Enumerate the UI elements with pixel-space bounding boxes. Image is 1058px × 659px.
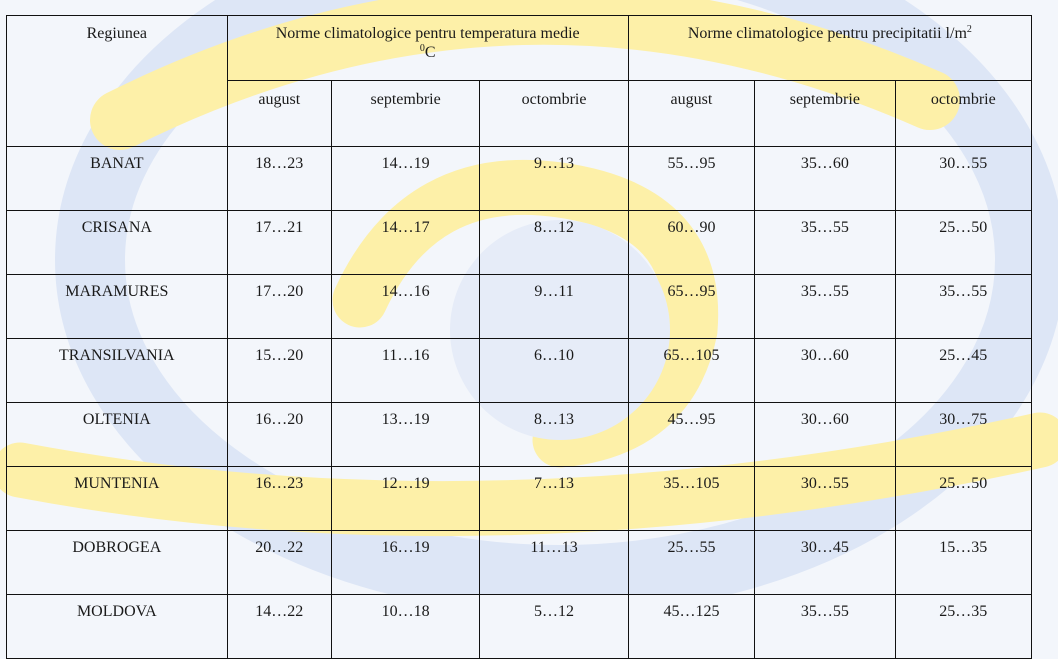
precipitation-value-cell: 55…95: [628, 147, 754, 211]
table-row: [7, 275, 1032, 339]
precipitation-unit-superscript: 2: [966, 24, 972, 35]
precipitation-value-cell: 25…55: [628, 531, 754, 595]
region-name-cell: MOLDOVA: [7, 595, 228, 659]
precipitation-value-cell: 30…60: [755, 403, 895, 467]
month-header-temp-octombrie: octombrie: [480, 81, 628, 147]
temperature-group-header: [227, 16, 628, 81]
temperature-unit-superscript: 0: [419, 43, 425, 54]
month-header-precip-septembrie: septembrie: [755, 81, 895, 147]
region-name-cell: MARAMURES: [7, 275, 228, 339]
temperature-value-cell: 14…17: [331, 211, 479, 275]
temperature-value-cell: 16…23: [227, 467, 331, 531]
region-column-header: Regiunea: [7, 16, 228, 147]
table-row: [7, 147, 1032, 211]
temperature-group-title: Norme climatologice pentru temperatura medie: [275, 25, 580, 42]
month-header-temp-septembrie: septembrie: [331, 81, 479, 147]
region-name-cell: BANAT: [7, 147, 228, 211]
temperature-value-cell: 9…13: [480, 147, 628, 211]
table-row: [7, 467, 1032, 531]
temperature-value-cell: 13…19: [331, 403, 479, 467]
temperature-value-cell: 17…20: [227, 275, 331, 339]
precipitation-group-title: Norme climatologice pentru precipitatii l/m: [687, 25, 967, 42]
precipitation-value-cell: 65…95: [628, 275, 754, 339]
region-name-cell: OLTENIA: [7, 403, 228, 467]
precipitation-value-cell: 35…55: [895, 275, 1031, 339]
precipitation-value-cell: 25…50: [895, 467, 1031, 531]
precipitation-value-cell: 45…95: [628, 403, 754, 467]
precipitation-value-cell: 35…105: [628, 467, 754, 531]
table-row: [7, 403, 1032, 467]
month-header-precip-august: august: [628, 81, 754, 147]
temperature-value-cell: 18…23: [227, 147, 331, 211]
table-row: [7, 531, 1032, 595]
precipitation-value-cell: 45…125: [628, 595, 754, 659]
precipitation-value-cell: 30…55: [895, 147, 1031, 211]
climate-table-container: [6, 15, 1032, 659]
temperature-value-cell: 14…19: [331, 147, 479, 211]
temperature-value-cell: 8…12: [480, 211, 628, 275]
temperature-unit: C: [424, 44, 436, 61]
region-name-cell: CRISANA: [7, 211, 228, 275]
temperature-value-cell: 16…19: [331, 531, 479, 595]
precipitation-value-cell: 30…45: [755, 531, 895, 595]
precipitation-value-cell: 30…60: [755, 339, 895, 403]
precipitation-value-cell: 35…60: [755, 147, 895, 211]
temperature-value-cell: 9…11: [480, 275, 628, 339]
climate-norms-table: [6, 15, 1032, 659]
temperature-value-cell: 14…22: [227, 595, 331, 659]
temperature-value-cell: 17…21: [227, 211, 331, 275]
precipitation-value-cell: 35…55: [755, 275, 895, 339]
header-row-groups: [7, 16, 1032, 81]
temperature-value-cell: 6…10: [480, 339, 628, 403]
precipitation-value-cell: 60…90: [628, 211, 754, 275]
precipitation-value-cell: 35…55: [755, 211, 895, 275]
temperature-value-cell: 16…20: [227, 403, 331, 467]
temperature-value-cell: 14…16: [331, 275, 479, 339]
precipitation-value-cell: 30…75: [895, 403, 1031, 467]
precipitation-value-cell: 25…35: [895, 595, 1031, 659]
table-body: [7, 147, 1032, 659]
region-name-cell: DOBROGEA: [7, 531, 228, 595]
precipitation-value-cell: 35…55: [755, 595, 895, 659]
temperature-value-cell: 5…12: [480, 595, 628, 659]
month-header-precip-octombrie: octombrie: [895, 81, 1031, 147]
temperature-value-cell: 7…13: [480, 467, 628, 531]
table-row: [7, 211, 1032, 275]
precipitation-value-cell: 25…45: [895, 339, 1031, 403]
precipitation-value-cell: 15…35: [895, 531, 1031, 595]
precipitation-value-cell: 30…55: [755, 467, 895, 531]
month-header-temp-august: august: [227, 81, 331, 147]
temperature-value-cell: 8…13: [480, 403, 628, 467]
temperature-value-cell: 10…18: [331, 595, 479, 659]
temperature-value-cell: 20…22: [227, 531, 331, 595]
region-name-cell: TRANSILVANIA: [7, 339, 228, 403]
region-name-cell: MUNTENIA: [7, 467, 228, 531]
table-row: [7, 339, 1032, 403]
temperature-value-cell: 12…19: [331, 467, 479, 531]
temperature-value-cell: 15…20: [227, 339, 331, 403]
temperature-value-cell: 11…13: [480, 531, 628, 595]
table-row: [7, 595, 1032, 659]
precipitation-value-cell: 65…105: [628, 339, 754, 403]
precipitation-group-header: [628, 16, 1031, 81]
precipitation-value-cell: 25…50: [895, 211, 1031, 275]
temperature-value-cell: 11…16: [331, 339, 479, 403]
